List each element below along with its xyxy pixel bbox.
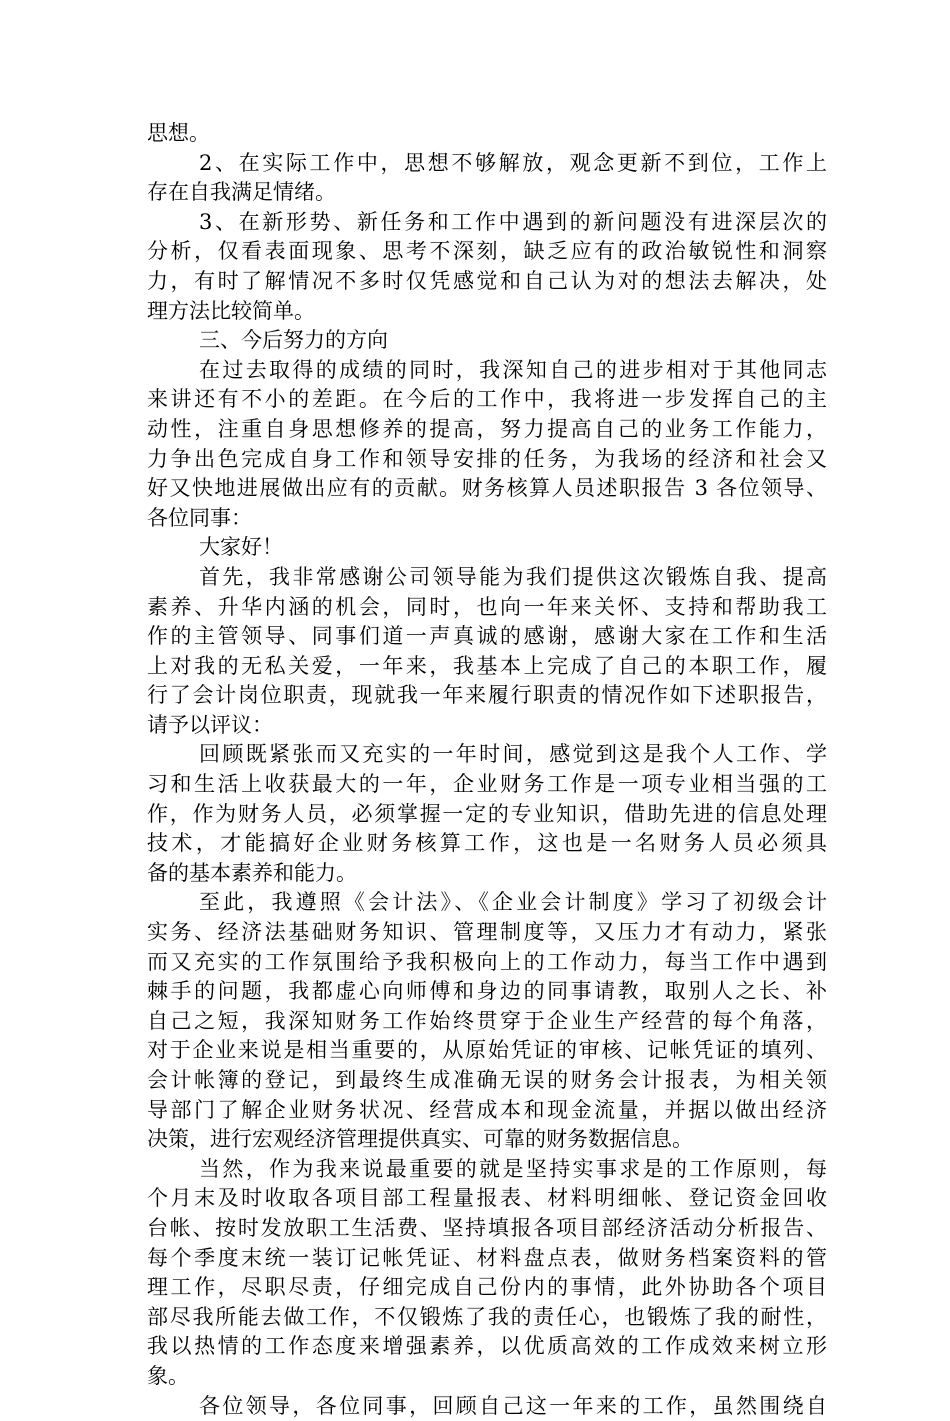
text-line: 行了会计岗位职责，现就我一年来履行职责的情况作如下述职报告， [147,683,827,708]
text-line: 存在自我满足情绪。 [147,180,336,205]
text-line: 棘手的问题，我都虚心向师傅和身边的同事请教，取别人之长、补 [147,979,827,1004]
text-line: 会计帐簿的登记，到最终生成准确无误的财务会计报表，为相关领 [147,1068,827,1092]
text-line: 至此，我遵照《会计法》、《企业会计制度》学习了初级会计 [199,890,827,915]
text-line: 台帐、按时发放职工生活费、坚持填报各项目部经济活动分析报告、 [147,1215,827,1240]
text-line: 回顾既紧张而又充实的一年时间，感觉到这是我个人工作、学 [199,742,827,767]
text-line: 请予以评议： [147,712,273,737]
text-line: 在过去取得的成绩的同时，我深知自己的进步相对于其他同志 [199,357,827,382]
text-line: 2、在实际工作中，思想不够解放，观念更新不到位，工作上 [199,150,827,175]
document-body [147,119,827,1421]
text-line: 各位同事： [147,505,252,530]
text-line: 思想。 [147,121,210,145]
text-line: 备的基本素养和能力。 [147,860,357,885]
text-line: 个月末及时收取各项目部工程量报表、材料明细帐、登记资金回收 [147,1186,827,1211]
text-line: 象。 [147,1363,189,1388]
section-heading: 三、今后努力的方向 [199,328,388,353]
text-line: 素养、升华内涵的机会，同时，也向一年来关怀、支持和帮助我工 [147,594,827,619]
text-line: 导部门了解企业财务状况、经营成本和现金流量，并据以做出经济 [147,1097,827,1122]
text-line: 分析，仅看表面现象、思考不深刻，缺乏应有的政治敏锐性和洞察 [147,239,827,264]
text-line: 部尽我所能去做工作，不仅锻炼了我的责任心，也锻炼了我的耐性， [147,1304,827,1329]
text-line: 对于企业来说是相当重要的，从原始凭证的审核、记帐凭证的填列、 [147,1038,827,1063]
text-line: 实务、经济法基础财务知识、管理制度等，又压力才有动力，紧张 [147,920,827,945]
text-line: 作，作为财务人员，必须掌握一定的专业知识，借助先进的信息处理 [147,801,827,826]
text-line: 当然，作为我来说最重要的就是坚持实事求是的工作原则，每 [199,1156,827,1181]
text-line: 好又快地进展做出应有的贡献。财务核算人员述职报告 3 各位领导、 [147,476,827,501]
text-line: 自己之短，我深知财务工作始终贯穿于企业生产经营的每个角落， [147,1008,827,1033]
text-line: 大家好！ [199,535,283,560]
text-line: 首先，我非常感谢公司领导能为我们提供这次锻炼自我、提高 [199,564,827,589]
text-line: 来讲还有不小的差距。在今后的工作中，我将进一步发挥自己的主 [147,387,827,412]
text-line: 我以热情的工作态度来增强素养，以优质高效的工作成效来树立形 [147,1334,827,1359]
text-line: 理方法比较简单。 [147,298,315,323]
text-line: 3、在新形势、新任务和工作中遇到的新问题没有进深层次的 [199,209,827,234]
text-line: 技术，才能搞好企业财务核算工作，这也是一名财务人员必须具 [147,831,827,856]
text-line: 理工作，尽职尽责，仔细完成自己份内的事情，此外协助各个项目 [147,1275,827,1300]
text-line: 习和生活上收获最大的一年，企业财务工作是一项专业相当强的工 [147,772,827,797]
text-line: 各位领导，各位同事，回顾自己这一年来的工作，虽然围绕自 [199,1393,827,1418]
text-line: 力争出色完成自身工作和领导安排的任务，为我场的经济和社会又 [147,446,827,471]
text-line: 而又充实的工作氛围给予我积极向上的工作动力，每当工作中遇到 [147,949,827,974]
text-line: 上对我的无私关爱，一年来，我基本上完成了自己的本职工作，履 [147,653,827,678]
text-line: 决策，进行宏观经济管理提供真实、可靠的财务数据信息。 [147,1127,693,1152]
text-line: 力，有时了解情况不多时仅凭感觉和自己认为对的想法去解决，处 [147,268,827,293]
text-line: 动性，注重自身思想修养的提高，努力提高自己的业务工作能力， [147,416,827,441]
text-line: 每个季度末统一装订记帐凭证、材料盘点表，做财务档案资料的管 [147,1245,827,1270]
text-line: 作的主管领导、同事们道一声真诚的感谢，感谢大家在工作和生活 [147,624,827,649]
